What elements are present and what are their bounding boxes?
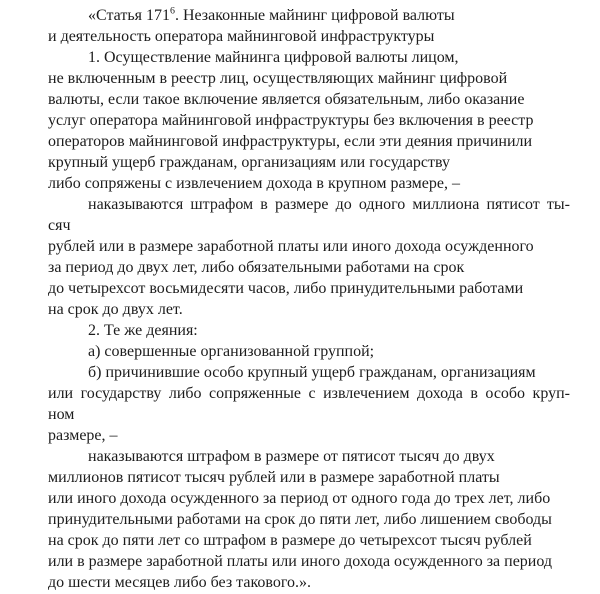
text-line: за период до двух лет, либо обязательными работами на срок [48,259,465,276]
text-line: сяч [48,217,71,234]
text-line: или иного дохода осужденного за период от одного года до трех лет, либо [48,490,551,507]
text-line: наказываются штрафом в размере от пятисот тысяч до двух [88,448,495,465]
article-number-superscript: 6 [169,5,175,17]
text-line: или государству либо сопряженные с извлечением дохода в особо круп- [48,385,570,402]
text-line: ном [48,406,75,423]
article-heading-line [48,5,570,26]
text-line: на срок до пяти лет со штрафом в размере до четырехсот тысяч рублей [48,532,532,549]
text-line: принудительными работами на срок до пяти лет, либо лишением свободы [48,511,552,528]
text-line: крупный ущерб гражданам, организациям или государству [48,154,451,171]
text-line: операторов майнинговой инфраструктуры, если эти деяния причинили [48,133,533,150]
article-heading-prefix: «Статья 171 [88,7,170,24]
text-line: б) причинившие особо крупный ущерб гражданам, организациям [88,364,536,381]
text-line: не включенным в реестр лиц, осуществляющих майнинг цифровой [48,70,508,87]
text-line: услуг оператора майнинговой инфраструктуры без включения в реестр [48,112,534,129]
text-line: 1. Осуществление майнинга цифровой валюты лицом, [88,49,459,66]
text-line: до шести месяцев либо без такового.». [48,574,312,591]
text-line: либо сопряжены с извлечением дохода в крупном размере, – [48,175,460,192]
text-line: рублей или в размере заработной платы или иного дохода осужденного [48,238,534,255]
article-heading-suffix: . Незаконные майнинг цифровой валюты [174,7,455,24]
text-line: валюты, если такое включение является обязательным, либо оказание [48,91,525,108]
text-line: миллионов пятисот тысяч рублей или в размере заработной платы [48,469,500,486]
text-line: наказываются штрафом в размере до одного миллиона пятисот ты- [88,196,570,213]
text-line: и деятельность оператора майнинговой инфраструктуры [48,28,435,45]
text-line: на срок до двух лет. [48,301,183,318]
text-line: или в размере заработной платы или иного дохода осужденного за период [48,553,553,570]
text-line: до четырехсот восьмидесяти часов, либо принудительными работами [48,280,524,297]
text-line: а) совершенные организованной группой; [88,343,375,360]
text-line: размере, – [48,427,118,444]
text-line: 2. Те же деяния: [88,322,198,339]
